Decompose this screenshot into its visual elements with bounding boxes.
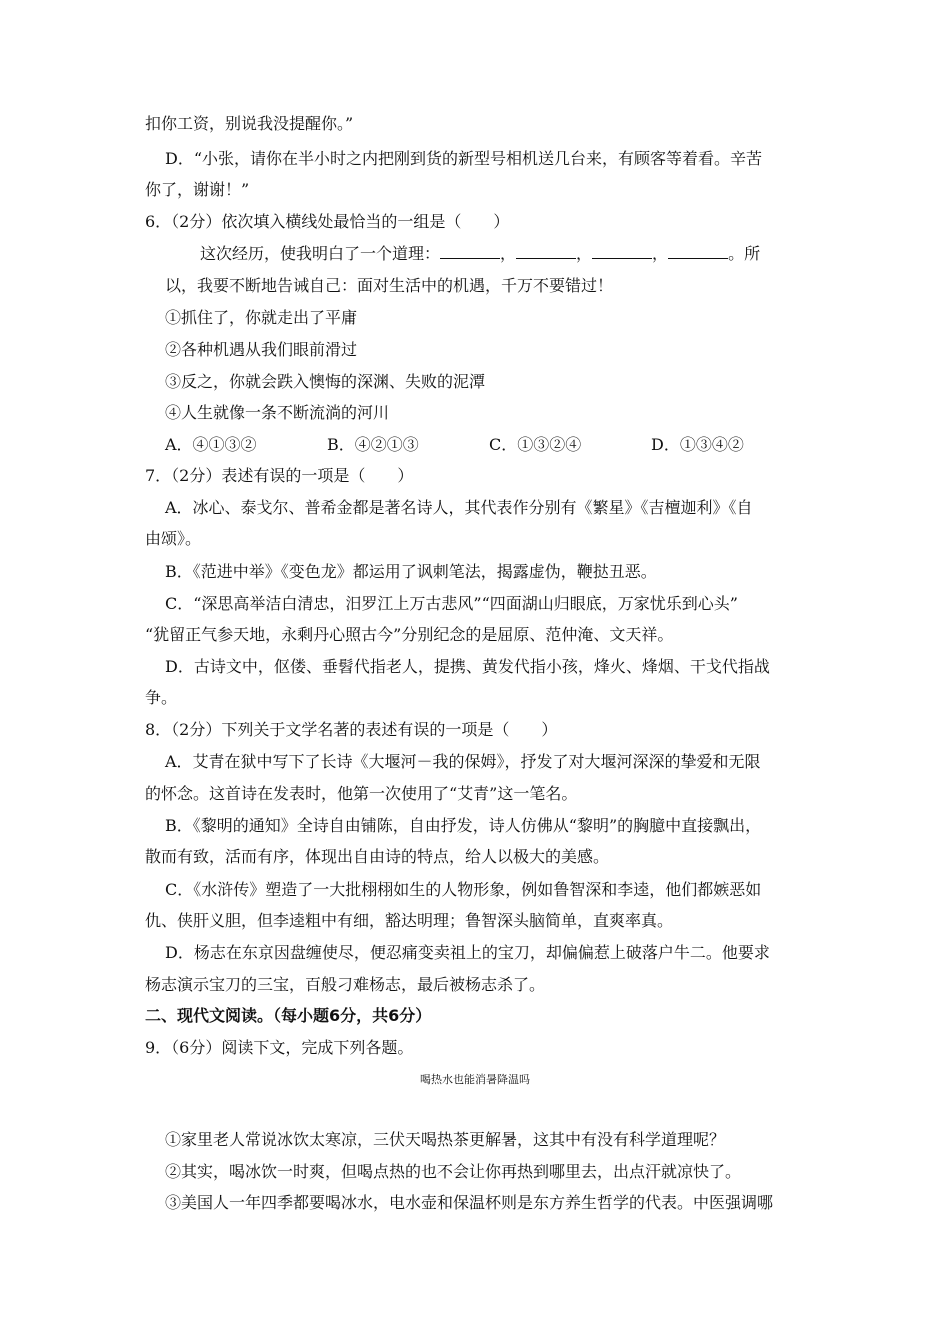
- q7-option-a-line2: 由颂》。: [145, 529, 202, 548]
- q6-stem: 6．（2分）依次填入横线处最恰当的一组是（ ）: [145, 212, 510, 231]
- q7-stem: 7．（2分）表述有误的一项是（ ）: [145, 466, 414, 485]
- q8-option-c-line1: C．《水浒传》塑造了一大批栩栩如生的人物形象，例如鲁智深和李逵，他们都嫉恶如: [165, 880, 762, 899]
- answer-blank-4: [668, 244, 728, 259]
- q6-passage-end: 。所: [728, 244, 761, 263]
- q7-option-d-line1: D．古诗文中，伛偻、垂髫代指老人，提携、黄发代指小孩，烽火、烽烟、干戈代指战: [165, 657, 770, 676]
- q5-option-d-line2: 你了，谢谢！”: [145, 180, 250, 199]
- q6-options: [165, 435, 813, 455]
- q8-option-b-line1: B．《黎明的通知》全诗自由铺陈，自由抒发，诗人仿佛从“黎明”的胸臆中直接飘出，: [165, 816, 762, 835]
- q6-item-3: ③反之，你就会跌入懊悔的深渊、失败的泥潭: [165, 372, 486, 391]
- reading-paragraph-2: ②其实，喝冰饮一时爽，但喝点热的也不会让你再热到哪里去，出点汗就凉快了。: [165, 1162, 742, 1181]
- section-heading: 二、现代文阅读。（每小题6分，共6分）: [145, 1006, 432, 1025]
- q7-option-c-line2: “犹留正气参天地，永剩丹心照古今”分别纪念的是屈原、范仲淹、文天祥。: [145, 625, 674, 644]
- q6-separator-1: ，: [500, 244, 517, 263]
- reading-title: 喝热水也能消暑降温吗: [420, 1073, 530, 1086]
- q7-option-a-line1: A．冰心、泰戈尔、普希金都是著名诗人，其代表作分别有《繁星》《吉檀迦利》《自: [165, 498, 753, 517]
- q6-option-a[interactable]: A．④①③②: [165, 435, 257, 454]
- q6-separator-3: ，: [652, 244, 669, 263]
- reading-paragraph-1: ①家里老人常说冰饮太寒凉，三伏天喝热茶更解暑，这其中有没有科学道理呢？: [165, 1130, 726, 1149]
- q5-option-c-tail: 扣你工资，别说我没提醒你。”: [145, 114, 354, 133]
- q5-option-d-line1: D．“小张，请你在半小时之内把刚到货的新型号相机送几台来，有顾客等着看。辛苦: [165, 149, 763, 168]
- q6-passage-line2: 以，我要不断地告诫自己：面对生活中的机遇，千万不要错过！: [165, 276, 614, 295]
- q6-item-1: ①抓住了，你就走出了平庸: [165, 308, 358, 327]
- q6-item-2: ②各种机遇从我们眼前滑过: [165, 340, 358, 359]
- q6-option-d[interactable]: D．①③④②: [651, 435, 744, 454]
- answer-blank-1: [440, 244, 500, 259]
- answer-blank-2: [516, 244, 576, 259]
- q7-option-c-line1: C．“深思高举洁白清忠，汨罗江上万古悲风”“四面湖山归眼底，万家忧乐到心头”: [165, 594, 738, 613]
- reading-paragraph-3: ③美国人一年四季都要喝冰水，电水壶和保温杯则是东方养生哲学的代表。中医强调哪: [165, 1193, 774, 1212]
- q6-passage-start: 这次经历，使我明白了一个道理：: [200, 244, 441, 263]
- q6-passage-line1: [200, 244, 760, 264]
- q8-option-a-line2: 的怀念。这首诗在发表时，他第一次使用了“艾青”这一笔名。: [145, 784, 578, 803]
- q6-item-4: ④人生就像一条不断流淌的河川: [165, 403, 390, 422]
- q9-stem: 9．（6分）阅读下文，完成下列各题。: [145, 1038, 414, 1057]
- q8-option-d-line2: 杨志演示宝刀的三宝，百般刁难杨志，最后被杨志杀了。: [145, 975, 546, 994]
- q6-separator-2: ，: [576, 244, 593, 263]
- q8-option-c-line2: 仇、侠肝义胆，但李逵粗中有细，豁达明理；鲁智深头脑简单，直爽率真。: [145, 911, 674, 930]
- q8-option-d-line1: D．杨志在东京因盘缠使尽，便忍痛变卖祖上的宝刀，却偏偏惹上破落户牛二。他要求: [165, 943, 770, 962]
- q7-option-b: B．《范进中举》《变色龙》都运用了讽刺笔法，揭露虚伪，鞭挞丑恶。: [165, 562, 657, 581]
- q8-stem: 8．（2分）下列关于文学名著的表述有误的一项是（ ）: [145, 720, 558, 739]
- q6-option-b[interactable]: B．④②①③: [327, 435, 419, 454]
- q6-option-c[interactable]: C．①③②④: [489, 435, 582, 454]
- q8-option-b-line2: 散而有致，活而有序，体现出自由诗的特点，给人以极大的美感。: [145, 847, 610, 866]
- q7-option-d-line2: 争。: [145, 688, 178, 707]
- q8-option-a-line1: A．艾青在狱中写下了长诗《大堰河－我的保姆》，抒发了对大堰河深深的挚爱和无限: [165, 752, 761, 771]
- answer-blank-3: [592, 244, 652, 259]
